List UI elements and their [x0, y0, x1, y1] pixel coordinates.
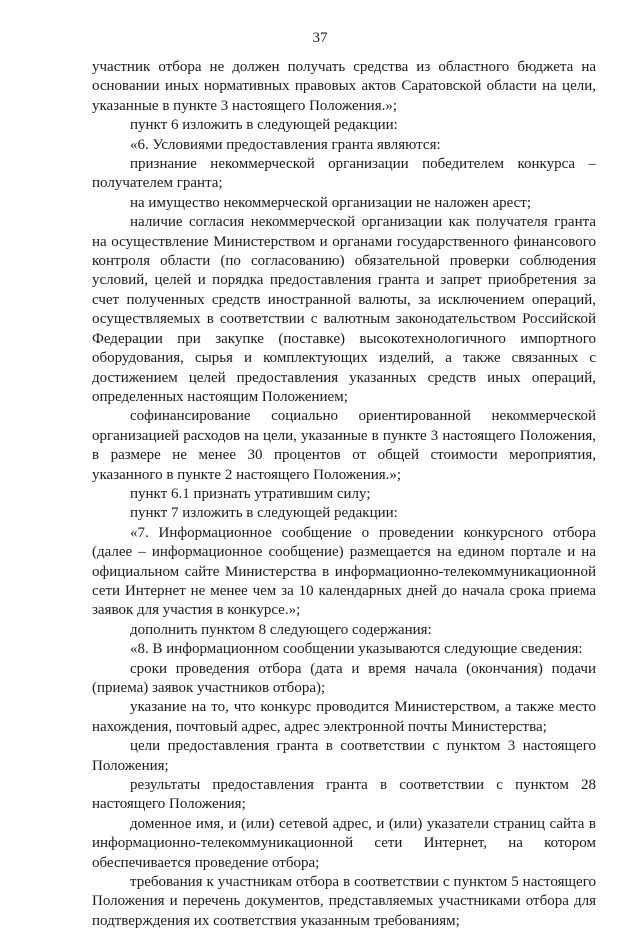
- paragraph-15: цели предоставления гранта в соответствии с пунктом 3 настоящего Положения;: [92, 738, 596, 774]
- paragraph-2: пункт 6 изложить в следующей редакции:: [130, 117, 398, 134]
- paragraph-3: «6. Условиями предоставления гранта являются:: [130, 136, 441, 153]
- paragraph-14: указание на то, что конкурс проводится Министерством, а также место нахождения, почтовый адрес, адрес электронной почты Министерства;: [92, 699, 596, 735]
- paragraph-16: результаты предоставления гранта в соответствии с пунктом 28 настоящего Положения;: [92, 777, 596, 813]
- paragraph-18: требования к участникам отбора в соответствии с пунктом 5 настоящего Положения и перечень документов, представляемых участниками отбора для подтверждения их соответствия указанным требованиям;: [92, 874, 596, 929]
- paragraph-11: дополнить пунктом 8 следующего содержания:: [130, 621, 432, 638]
- paragraph-13: сроки проведения отбора (дата и время начала (окончания) подачи (приема) заявок участников отбора);: [92, 660, 596, 696]
- page-number: 37: [312, 30, 328, 46]
- document-body: [92, 58, 596, 931]
- paragraph-4: признание некоммерческой организации победителем конкурса – получателем гранта;: [92, 156, 596, 192]
- paragraph-8: пункт 6.1 признать утратившим силу;: [130, 485, 371, 502]
- paragraph-17: доменное имя, и (или) сетевой адрес, и (или) указатели страниц сайта в информационно-телекоммуникационной сети Интернет, на котором обеспечивается проведение отбора;: [92, 815, 596, 871]
- paragraph-1: участник отбора не должен получать средства из областного бюджета на основании иных нормативных правовых актов Саратовской области на цели, указанные в пункте 3 настоящего Положения.»;: [92, 59, 596, 114]
- paragraph-10: «7. Информационное сообщение о проведении конкурсного отбора (далее – информационное сообщение) размещается на едином портале и на официальном сайте Министерства в информационно-телекоммуникационной сети Интернет не менее чем за 10 календарных дней до начала срока приема заявок для участия в конкурсе.»;: [92, 524, 596, 619]
- paragraph-6: наличие согласия некоммерческой организации как получателя гранта на осуществление Министерством и органами государственного финансового контроля области (по согласованию) обязательной проверки соблюдения условий, целей и порядка предоставления гранта и запрет приобретения за счет полученных средств иностранной валюты, за исключением операций, осуществляемых в соответствии с валютным законодательством Российской Федерации при закупке (поставке) высокотехнологичного импортного оборудования, сырья и комплектующих изделий, а также связанных с достижением целей предоставления указанных средств иных операций, определенных настоящим Положением;: [92, 214, 596, 405]
- paragraph-9: пункт 7 изложить в следующей редакции:: [130, 505, 398, 522]
- paragraph-7: софинансирование социально ориентированной некоммерческой организацией расходов на цели, указанные в пункте 3 настоящего Положения, в размере не менее 30 процентов от общей стоимости мероприятия, указанного в пункте 2 настоящего Положения.»;: [92, 408, 596, 483]
- paragraph-12: «8. В информационном сообщении указываются следующие сведения:: [130, 641, 583, 658]
- paragraph-5: на имущество некоммерческой организации не наложен арест;: [130, 194, 532, 211]
